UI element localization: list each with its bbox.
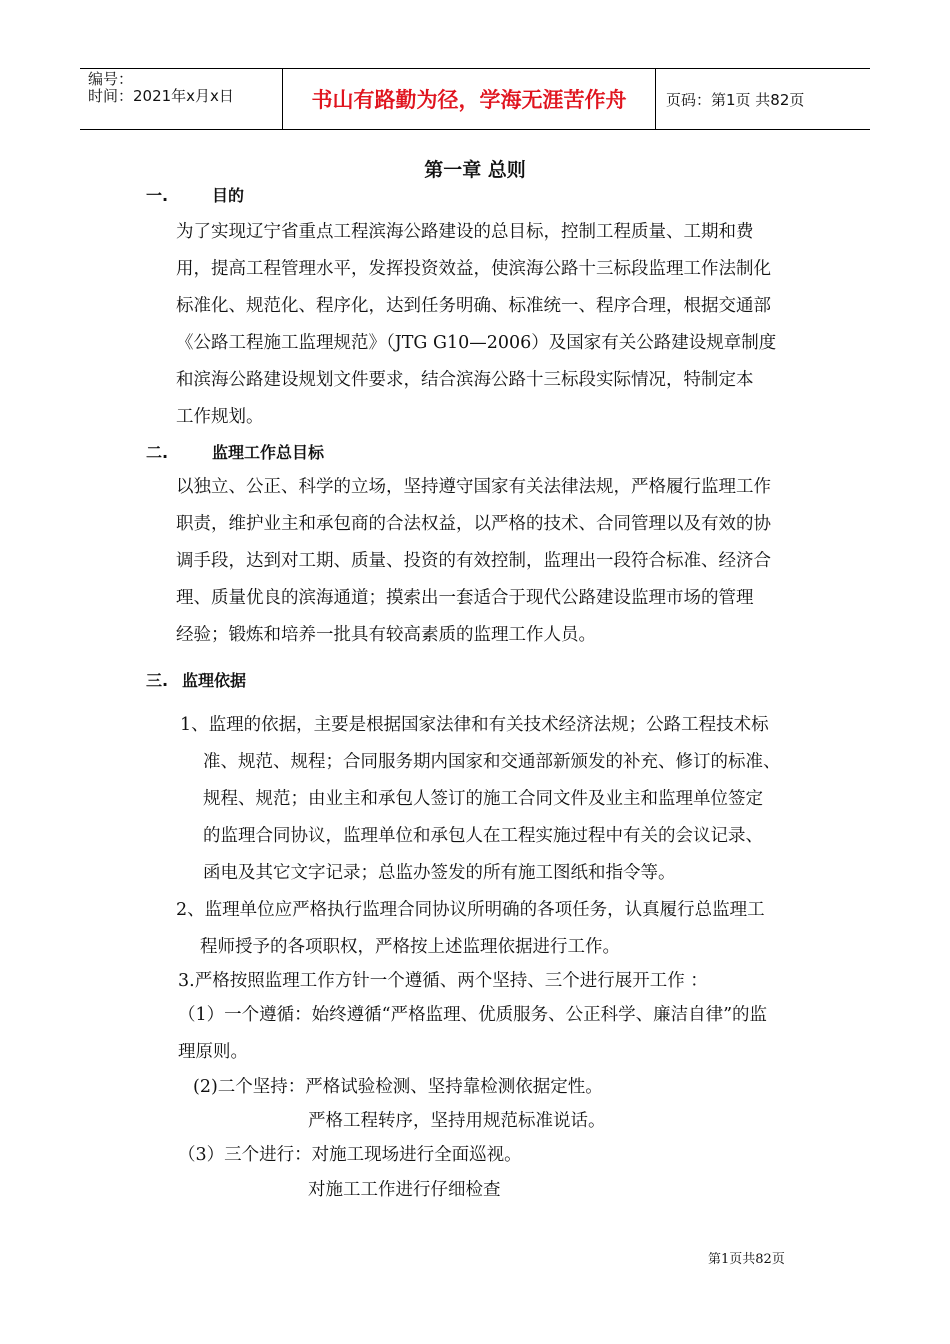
section-heading [146,440,325,463]
paragraph-line: 《公路工程施工监理规范》（JTG G10—2006）及国家有关公路建设规章制度 [176,333,777,353]
paragraph-line: （1）一个遵循：始终遵循“严格监理、优质服务、公正科学、廉洁自律”的监 [178,1005,768,1025]
paragraph-line: 为了实现辽宁省重点工程滨海公路建设的总目标，控制工程质量、工期和费 [176,222,754,242]
paragraph-line: 工作规划。 [176,407,264,427]
section-title: 目的 [212,186,245,205]
paragraph-line: 以独立、公正、科学的立场，坚持遵守国家有关法律法规，严格履行监理工作 [176,477,771,497]
section-number: 三. [146,671,169,690]
paragraph-line: 职责，维护业主和承包商的合法权益，以严格的技术、合同管理以及有效的协 [176,514,771,534]
paragraph-line: 用，提高工程管理水平，发挥投资效益，使滨海公路十三标段监理工作法制化 [176,259,771,279]
paragraph-line: 标准化、规范化、程序化，达到任务明确、标准统一、程序合理，根据交通部 [176,296,771,316]
paragraph-line: （3）三个进行：对施工现场进行全面巡视。 [178,1145,522,1165]
paragraph-line: 2、监理单位应严格执行监理合同协议所明确的各项任务，认真履行总监理工 [176,900,765,920]
header-motto: 书山有路勤为径，学海无涯苦作舟 [282,69,656,129]
paragraph-line: 程师授予的各项职权，严格按上述监理依据进行工作。 [200,937,620,957]
paragraph-line: 调手段，达到对工期、质量、投资的有效控制，监理出一段符合标准、经济合 [176,551,771,571]
paragraph-line: (2)二个坚持：严格试验检测、坚持靠检测依据定性。 [193,1077,603,1097]
section-title: 监理依据 [182,671,247,690]
section-number: 二. [146,443,169,462]
paragraph-line: 理原则。 [178,1042,248,1062]
header-meta [80,69,282,129]
paragraph-line: 函电及其它文字记录；总监办签发的所有施工图纸和指令等。 [203,863,676,883]
paragraph-line: 经验；锻炼和培养一批具有较高素质的监理工作人员。 [176,625,596,645]
paragraph-line: 和滨海公路建设规划文件要求，结合滨海公路十三标段实际情况，特制定本 [176,370,754,390]
paragraph-line: 对施工工作进行仔细检查 [308,1180,501,1200]
page-header [80,68,870,130]
paragraph-line: 规程、规范；由业主和承包人签订的施工合同文件及业主和监理单位签定 [203,789,763,809]
paragraph-line: 理、质量优良的滨海通道；摸索出一套适合于现代公路建设监理市场的管理 [176,588,754,608]
section-number: 一. [146,186,169,205]
section-heading [146,183,245,206]
section-heading [146,668,247,691]
section-title: 监理工作总目标 [212,443,325,462]
paragraph-line: 1、监理的依据，主要是根据国家法律和有关技术经济法规；公路工程技术标 [180,715,769,735]
paragraph-line: 严格工程转序，坚持用规范标准说话。 [308,1111,606,1131]
chapter-title: 第一章 总则 [424,159,526,181]
page-footer: 第1页共82页 [708,1252,785,1267]
header-time: 时间：2021年x月x日 [88,87,234,105]
header-page-number: 页码：第1页 共82页 [666,90,805,109]
paragraph-line: 准、规范、规程；合同服务期内国家和交通部新颁发的补充、修订的标准、 [203,752,781,772]
paragraph-line: 的监理合同协议，监理单位和承包人在工程实施过程中有关的会议记录、 [203,826,763,846]
header-number: 编号： [88,70,134,88]
paragraph-line: 3.严格按照监理工作方针一个遵循、两个坚持、三个进行展开工作 ： [178,971,708,991]
